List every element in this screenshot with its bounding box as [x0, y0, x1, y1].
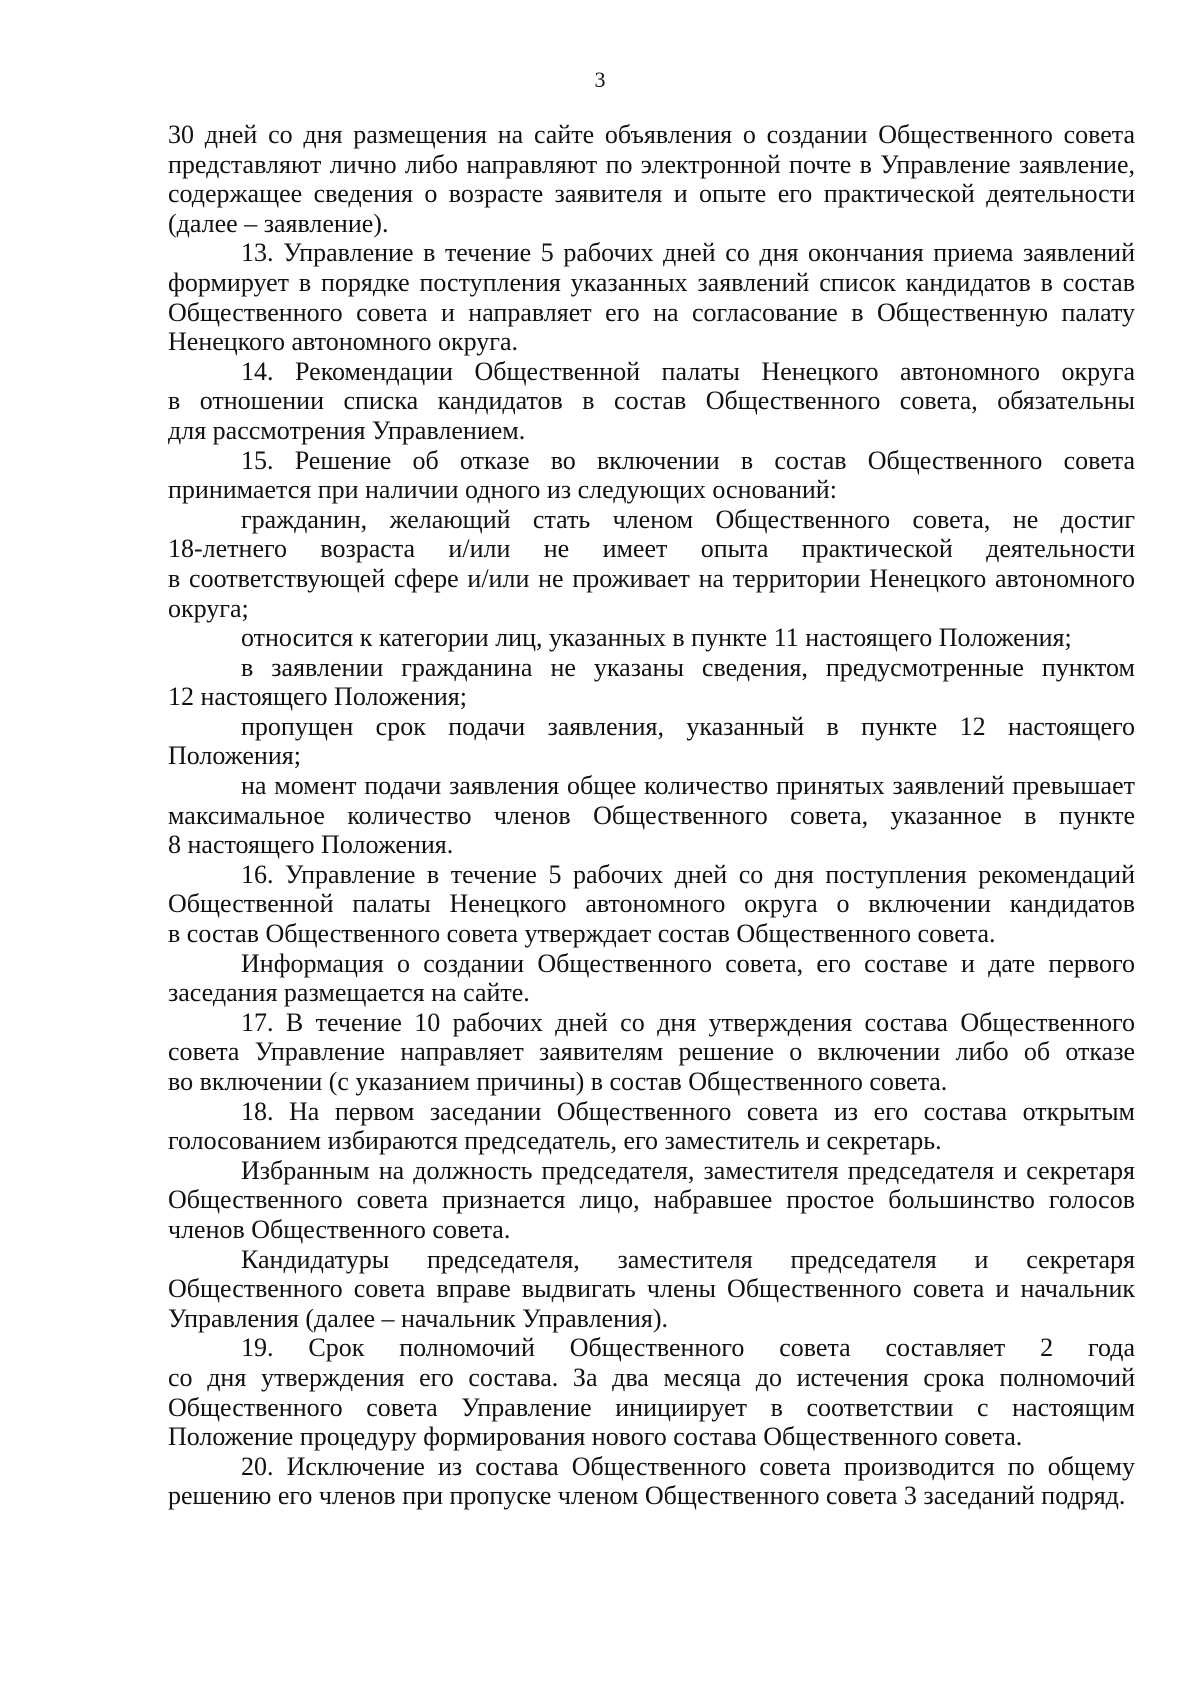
text-line: 8 настоящего Положения. [168, 830, 454, 860]
text-line: Общественной палаты Ненецкого автономного округа о включении кандидатов [168, 889, 1135, 919]
text-line: в состав Общественного совета утверждает состав Общественного совета. [168, 919, 996, 949]
paragraph [168, 1245, 1135, 1334]
text-line: 18-летнего возраста и/или не имеет опыта практической деятельности [168, 534, 1135, 564]
text-line: 30 дней со дня размещения на сайте объявления о создании Общественного совета [168, 120, 1135, 149]
paragraph [168, 238, 1135, 356]
text-line: в отношении списка кандидатов в состав Общественного совета, обязательны [168, 386, 1135, 416]
text-line: Ненецкого автономного округа. [168, 327, 518, 357]
text-line: максимальное количество членов Общественного совета, указанное в пункте [168, 800, 1135, 830]
text-line: в соответствующей сфере и/или не проживает на территории Ненецкого автономного [168, 563, 1135, 593]
text-line: Управления (далее – начальник Управления). [168, 1303, 669, 1333]
text-line: относится к категории лиц, указанных в пункте 11 настоящего Положения; [241, 623, 1072, 653]
paragraph [168, 623, 1135, 653]
paragraph [168, 1452, 1135, 1511]
text-line: 12 настоящего Положения; [168, 682, 467, 712]
text-line: Избранным на должность председателя, заместителя председателя и секретаря [241, 1155, 1135, 1185]
document-body [168, 120, 1135, 1511]
text-line: гражданин, желающий стать членом Общественного совета, не достиг [241, 504, 1135, 534]
text-line: округа; [168, 593, 249, 623]
text-line: 13. Управление в течение 5 рабочих дней со дня окончания приема заявлений [241, 238, 1135, 268]
text-line: Общественного совета вправе выдвигать члены Общественного совета и начальник [168, 1274, 1135, 1304]
paragraph [168, 446, 1135, 505]
text-line: 19. Срок полномочий Общественного совета составляет 2 года [241, 1333, 1135, 1363]
text-line: 16. Управление в течение 5 рабочих дней со дня поступления рекомендаций [241, 859, 1135, 889]
text-line: Положение процедуру формирования нового состава Общественного совета. [168, 1422, 1023, 1452]
paragraph [168, 120, 1135, 238]
paragraph [168, 653, 1135, 712]
text-line: Информация о создании Общественного совета, его составе и дате первого [241, 948, 1135, 978]
text-line: содержащее сведения о возрасте заявителя и опыте его практической деятельности [168, 179, 1135, 209]
text-line: для рассмотрения Управлением. [168, 415, 526, 445]
text-line: членов Общественного совета. [168, 1214, 511, 1244]
text-line: 18. На первом заседании Общественного совета из его состава открытым [241, 1096, 1135, 1126]
paragraph [168, 1333, 1135, 1451]
text-line: (далее – заявление). [168, 208, 389, 238]
text-line: пропущен срок подачи заявления, указанный в пункте 12 настоящего [241, 711, 1135, 741]
paragraph [168, 712, 1135, 771]
paragraph [168, 860, 1135, 949]
text-line: 20. Исключение из состава Общественного совета производится по общему [241, 1451, 1135, 1481]
paragraph [168, 505, 1135, 623]
paragraph [168, 357, 1135, 446]
text-line: формирует в порядке поступления указанных заявлений список кандидатов в состав [168, 267, 1135, 297]
paragraph [168, 1156, 1135, 1245]
text-line: Общественного совета признается лицо, набравшее простое большинство голосов [168, 1185, 1135, 1215]
text-line: Положения; [168, 741, 301, 771]
text-line: 17. В течение 10 рабочих дней со дня утверждения состава Общественного [241, 1007, 1135, 1037]
paragraph [168, 771, 1135, 860]
text-line: 14. Рекомендации Общественной палаты Ненецкого автономного округа [241, 356, 1135, 386]
text-line: во включении (с указанием причины) в состав Общественного совета. [168, 1067, 948, 1096]
text-line: решению его членов при пропуске членом Общественного совета 3 заседаний подряд. [168, 1481, 1126, 1511]
text-line: Кандидатуры председателя, заместителя председателя и секретаря [241, 1244, 1135, 1274]
text-line: представляют лично либо направляют по электронной почте в Управление заявление, [168, 149, 1135, 179]
text-line: Общественного совета и направляет его на согласование в Общественную палату [168, 297, 1135, 327]
text-line: Общественного совета Управление инициирует в соответствии с настоящим [168, 1392, 1135, 1422]
paragraph [168, 1008, 1135, 1097]
page-number: 3 [594, 67, 606, 92]
paragraph [168, 1097, 1135, 1156]
text-line: совета Управление направляет заявителям решение о включении либо об отказе [168, 1037, 1135, 1067]
text-line: в заявлении гражданина не указаны сведения, предусмотренные пунктом [241, 652, 1135, 682]
text-line: голосованием избираются председатель, его заместитель и секретарь. [168, 1126, 942, 1156]
text-line: со дня утверждения его состава. За два месяца до истечения срока полномочий [168, 1362, 1135, 1392]
paragraph [168, 949, 1135, 1008]
text-line: 15. Решение об отказе во включении в состав Общественного совета [241, 445, 1135, 475]
text-line: на момент подачи заявления общее количество принятых заявлений превышает [241, 771, 1135, 801]
text-line: принимается при наличии одного из следующих оснований: [168, 475, 837, 505]
text-line: заседания размещается на сайте. [168, 978, 530, 1008]
